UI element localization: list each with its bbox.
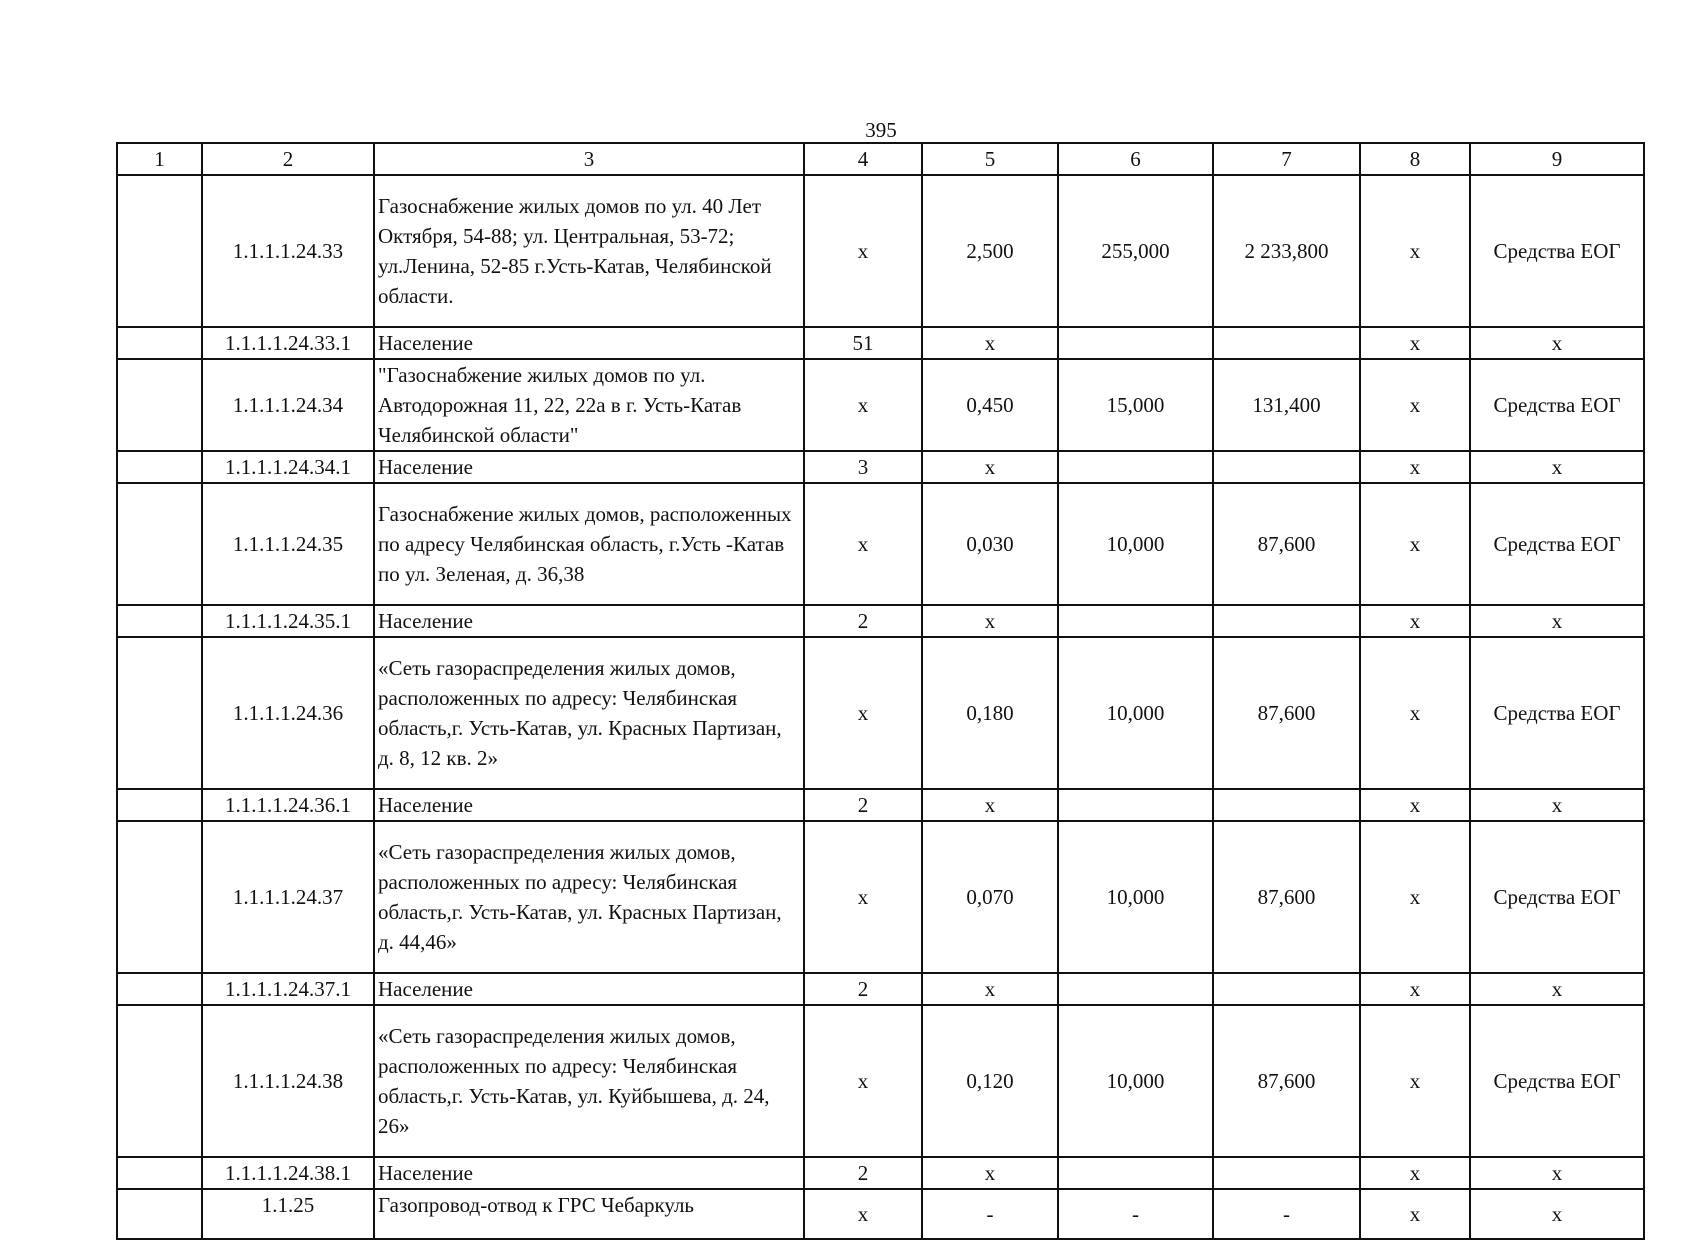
row-code-cell: 1.1.1.1.24.36.1 [202,789,374,821]
row-col6-cell: 10,000 [1058,821,1213,973]
row-col5-cell: х [922,451,1058,483]
row-col4-cell: х [804,821,922,973]
row-col4-cell: 3 [804,451,922,483]
row-col9-cell: х [1470,451,1644,483]
row-col5-cell: х [922,1157,1058,1189]
column-header: 2 [202,143,374,175]
row-col7-cell: 87,600 [1213,1005,1360,1157]
row-col5-cell: х [922,789,1058,821]
row-code-cell: 1.1.1.1.24.33.1 [202,327,374,359]
row-col4-cell: х [804,483,922,605]
table-row [117,821,1644,973]
row-col6-cell: 10,000 [1058,483,1213,605]
row-col8-cell: х [1360,789,1470,821]
row-col9-cell: Средства ЕОГ [1470,175,1644,327]
row-number-cell [117,451,202,483]
row-number-cell [117,483,202,605]
row-code-cell: 1.1.1.1.24.35 [202,483,374,605]
column-header: 6 [1058,143,1213,175]
row-description-cell: Население [374,451,804,483]
column-header: 8 [1360,143,1470,175]
row-col5-cell: х [922,973,1058,1005]
row-number-cell [117,175,202,327]
row-col7-cell: 131,400 [1213,359,1360,451]
row-col5-cell: х [922,327,1058,359]
row-col7-cell: 87,600 [1213,637,1360,789]
table-subrow [117,1157,1644,1189]
row-col4-cell: 51 [804,327,922,359]
row-description-cell: Население [374,605,804,637]
row-description-cell: Газоснабжение жилых домов по ул. 40 Лет Октября, 54-88; ул. Центральная, 53-72; ул.Ленина, 52-85 г.Усть-Катав, Челябинской области. [374,175,804,327]
row-number-cell [117,1189,202,1239]
row-col6-cell: 15,000 [1058,359,1213,451]
column-number-header-row [117,143,1644,175]
row-col6-cell [1058,973,1213,1005]
data-table [116,142,1645,1240]
row-col9-cell: х [1470,789,1644,821]
row-col5-cell: - [922,1189,1058,1239]
row-code-cell: 1.1.1.1.24.35.1 [202,605,374,637]
row-col7-cell: 87,600 [1213,483,1360,605]
row-col4-cell: 2 [804,973,922,1005]
row-description-cell: Газопровод-отвод к ГРС Чебаркуль [374,1189,804,1239]
row-col9-cell: х [1470,605,1644,637]
row-col8-cell: х [1360,1189,1470,1239]
row-code-cell: 1.1.1.1.24.34 [202,359,374,451]
row-col7-cell [1213,973,1360,1005]
column-header: 7 [1213,143,1360,175]
row-description-cell: "Газоснабжение жилых домов по ул. Автодорожная 11, 22, 22а в г. Усть-Катав Челябинской области" [374,359,804,451]
row-number-cell [117,1157,202,1189]
row-description-cell: «Сеть газораспределения жилых домов, расположенных по адресу: Челябинская область,г. Усть-Катав, ул. Куйбышева, д. 24, 26» [374,1005,804,1157]
row-code-cell: 1.1.1.1.24.37.1 [202,973,374,1005]
table-subrow [117,973,1644,1005]
row-col7-cell [1213,605,1360,637]
row-col7-cell: 87,600 [1213,821,1360,973]
table-body [117,143,1644,1239]
row-col8-cell: х [1360,1005,1470,1157]
page-number: 395 [865,118,897,142]
row-col8-cell: х [1360,637,1470,789]
row-description-cell: «Сеть газораспределения жилых домов, расположенных по адресу: Челябинская область,г. Усть-Катав, ул. Красных Партизан, д. 44,46» [374,821,804,973]
row-col4-cell: х [804,175,922,327]
row-code-cell: 1.1.1.1.24.36 [202,637,374,789]
row-col8-cell: х [1360,359,1470,451]
table-row [117,175,1644,327]
row-col7-cell: 2 233,800 [1213,175,1360,327]
row-number-cell [117,973,202,1005]
row-col7-cell: - [1213,1189,1360,1239]
row-col9-cell: Средства ЕОГ [1470,483,1644,605]
row-col4-cell: 2 [804,789,922,821]
row-col6-cell [1058,451,1213,483]
row-number-cell [117,359,202,451]
column-header: 9 [1470,143,1644,175]
row-col9-cell: Средства ЕОГ [1470,821,1644,973]
table-subrow [117,327,1644,359]
row-number-cell [117,821,202,973]
row-number-cell [117,327,202,359]
row-col4-cell: х [804,1189,922,1239]
row-col6-cell [1058,1157,1213,1189]
row-col8-cell: х [1360,483,1470,605]
row-col4-cell: х [804,359,922,451]
row-code-cell: 1.1.1.1.24.37 [202,821,374,973]
row-col5-cell: 0,030 [922,483,1058,605]
table-row [117,637,1644,789]
row-code-cell: 1.1.1.1.24.33 [202,175,374,327]
row-code-cell: 1.1.1.1.24.38 [202,1005,374,1157]
table-row [117,359,1644,451]
row-number-cell [117,637,202,789]
row-description-cell: Население [374,1157,804,1189]
row-col8-cell: х [1360,1157,1470,1189]
row-col5-cell: х [922,605,1058,637]
row-col9-cell: х [1470,327,1644,359]
row-col5-cell: 0,450 [922,359,1058,451]
row-col9-cell: Средства ЕОГ [1470,1005,1644,1157]
row-col9-cell: Средства ЕОГ [1470,637,1644,789]
row-col9-cell: х [1470,973,1644,1005]
table-row [117,483,1644,605]
row-col6-cell: 255,000 [1058,175,1213,327]
row-col6-cell [1058,327,1213,359]
row-col6-cell: - [1058,1189,1213,1239]
row-col7-cell [1213,327,1360,359]
row-col9-cell: х [1470,1189,1644,1239]
row-number-cell [117,1005,202,1157]
row-col9-cell: х [1470,1157,1644,1189]
row-col8-cell: х [1360,327,1470,359]
row-number-cell [117,605,202,637]
row-col6-cell: 10,000 [1058,1005,1213,1157]
table-subrow [117,451,1644,483]
row-description-cell: Население [374,327,804,359]
row-description-cell: Население [374,789,804,821]
row-col5-cell: 2,500 [922,175,1058,327]
table-subrow [117,605,1644,637]
row-col4-cell: х [804,1005,922,1157]
row-col8-cell: х [1360,175,1470,327]
row-col6-cell [1058,605,1213,637]
row-description-cell: Население [374,973,804,1005]
row-col4-cell: 2 [804,605,922,637]
row-col7-cell [1213,1157,1360,1189]
column-header: 5 [922,143,1058,175]
row-col7-cell [1213,451,1360,483]
row-col5-cell: 0,120 [922,1005,1058,1157]
row-col9-cell: Средства ЕОГ [1470,359,1644,451]
row-description-cell: Газоснабжение жилых домов, расположенных по адресу Челябинская область, г.Усть -Катав по ул. Зеленая, д. 36,38 [374,483,804,605]
row-col4-cell: 2 [804,1157,922,1189]
row-col4-cell: х [804,637,922,789]
row-col6-cell: 10,000 [1058,637,1213,789]
row-col5-cell: 0,180 [922,637,1058,789]
row-col8-cell: х [1360,451,1470,483]
row-code-cell: 1.1.1.1.24.38.1 [202,1157,374,1189]
table-row [117,1189,1644,1239]
column-header: 3 [374,143,804,175]
row-description-cell: «Сеть газораспределения жилых домов, расположенных по адресу: Челябинская область,г. Усть-Катав, ул. Красных Партизан, д. 8, 12 кв. 2» [374,637,804,789]
row-col8-cell: х [1360,973,1470,1005]
row-col7-cell [1213,789,1360,821]
row-col8-cell: х [1360,605,1470,637]
row-code-cell: 1.1.25 [202,1189,374,1239]
row-number-cell [117,789,202,821]
table-subrow [117,789,1644,821]
table-row [117,1005,1644,1157]
row-col8-cell: х [1360,821,1470,973]
row-col5-cell: 0,070 [922,821,1058,973]
column-header: 4 [804,143,922,175]
row-col6-cell [1058,789,1213,821]
column-header: 1 [117,143,202,175]
row-code-cell: 1.1.1.1.24.34.1 [202,451,374,483]
